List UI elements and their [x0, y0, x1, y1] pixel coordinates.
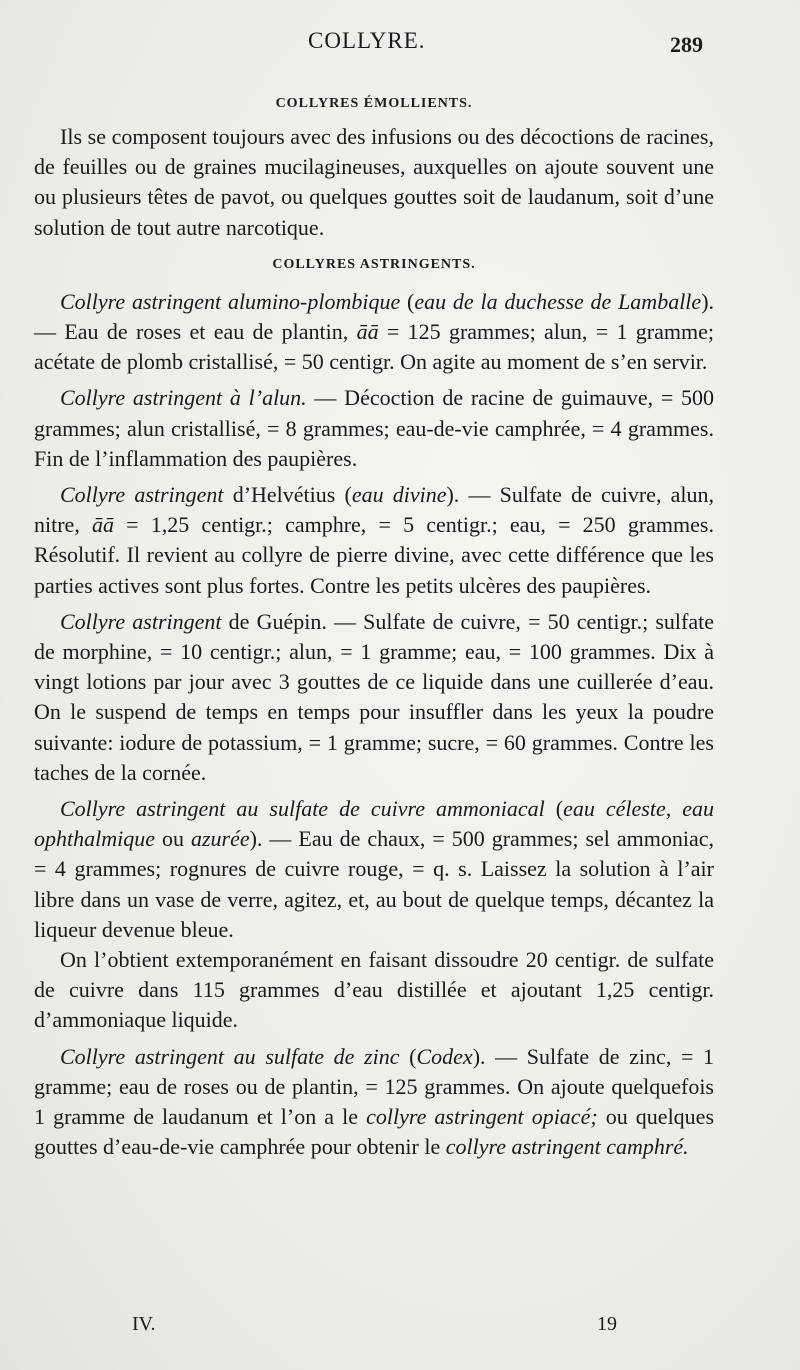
- text-run: de Guépin. — Sulfate de cuivre, = 50 centigr.; sulfate de morphine, = 10 centigr.; alun, = 1 gramme; eau, = 100 grammes. Dix à vingt lotions par jour avec 3 gouttes de ce liquide dans une cuillerée d’eau. On le suspend de temps en temps pour insuffler dans les yeux la poudre suivante: iodure de potassium, = 1 gramme; sucre, = 60 grammes. Contre les taches de la cornée.: [34, 608, 715, 785]
- section-title-emollients: COLLYRES ÉMOLLIENTS.: [275, 96, 473, 111]
- page-number: 289: [670, 32, 703, 57]
- text-run: (: [544, 796, 564, 822]
- text-run: = 125 grammes; alun, = 1 gramme; acétate de plomb cristallisé, = 50 centigr. On agite au moment de s’en servir.: [34, 319, 714, 375]
- text-run: d’Helvétius (: [223, 482, 352, 508]
- text-run: Ils se composent toujours avec des infusions ou des décoctions de racines, de feuilles ou de graines mucilagineuses, auxquelles on ajoute souvent une ou plusieurs têtes de pavot, ou quelques gouttes soit de laudanum, soit d’une solution de tout autre narcotique.: [34, 124, 714, 240]
- italic-run: Collyre astringent: [60, 608, 222, 634]
- italic-run: āā: [356, 319, 379, 345]
- italic-run: Collyre astringent au sulfate de cuivre ammoniacal: [60, 796, 545, 822]
- page-header: [0, 28, 800, 68]
- text-run: — Décoction de racine de guimauve, = 500 grammes; alun cristallisé, = 8 grammes; eau-de-vie camphrée, = 4 grammes. Fin de l’inflammation des paupières.: [34, 385, 714, 471]
- italic-run: azurée: [190, 826, 250, 852]
- signature-mark: IV.: [132, 1313, 156, 1335]
- italic-run: Collyre astringent: [60, 482, 224, 508]
- paragraph-helvetius: [34, 480, 714, 601]
- body-text: [34, 88, 714, 1169]
- italic-run: Codex: [416, 1043, 473, 1069]
- italic-run: collyre astringent camphré.: [445, 1134, 689, 1160]
- sheet-number: 19: [597, 1313, 617, 1335]
- text-run: ou quelques gouttes d’eau-de-vie camphrée pour obtenir le: [34, 1104, 715, 1160]
- page-footer: [0, 1313, 800, 1343]
- text-run: ). — Sulfate de cuivre, alun, nitre,: [34, 482, 714, 538]
- text-run: ou: [155, 826, 191, 852]
- text-run: On l’obtient extemporanément en faisant dissoudre 20 centigr. de sulfate de cuivre dans 115 grammes d’eau distillée et ajoutant 1,25 centigr. d’ammoniaque liquide.: [34, 947, 714, 1033]
- paragraph-cuivre-ammoniacal: [34, 794, 714, 945]
- text-run: ). — Sulfate de zinc, = 1 gramme; eau de roses ou de plantin, = 125 grammes. On ajoute quelquefois 1 gramme de laudanum et l’on a le: [34, 1043, 715, 1130]
- paragraph-extemporane: [34, 945, 714, 1036]
- italic-run: āā: [92, 512, 114, 538]
- text-run: (: [399, 1043, 417, 1069]
- italic-run: collyre astringent opiacé;: [366, 1104, 598, 1130]
- italic-run: Collyre astringent au sulfate de zinc: [60, 1043, 400, 1069]
- text-run: ). — Eau de chaux, = 500 grammes; sel ammoniac, = 4 grammes; rognures de cuivre rouge, = q. s. Laissez la solution à l’air libre dans un vase de verre, agitez, et, au bout de quelque temps, décantez la liqueur devenue bleue.: [34, 826, 714, 942]
- paragraph-guepin: [34, 607, 714, 788]
- section-title-astringents: COLLYRES ASTRINGENTS.: [272, 256, 476, 272]
- italic-run: Collyre astringent à l’alun.: [60, 385, 307, 411]
- text-run: = 1,25 centigr.; camphre, = 5 centigr.; eau, = 250 grammes. Résolutif. Il revient au collyre de pierre divine, avec cette différence que les parties actives sont plus fortes. Contre les petits ulcères des paupières.: [34, 512, 714, 598]
- italic-run: eau céleste, eau ophthalmique: [34, 796, 715, 852]
- italic-run: Collyre astringent alumino-plombique: [60, 288, 401, 314]
- italic-run: eau de la duchesse de Lamballe: [414, 288, 702, 314]
- paragraph-emollients: [34, 122, 714, 243]
- paragraph-alumino-plombique: [34, 287, 714, 378]
- paragraph-sulfate-zinc: [34, 1042, 714, 1163]
- text-run: ). — Eau de roses et eau de plantin,: [34, 288, 715, 345]
- paragraph-alun: [34, 383, 714, 474]
- text-run: (: [400, 288, 415, 314]
- running-head: COLLYRE.: [308, 28, 426, 53]
- italic-run: eau divine: [351, 482, 447, 508]
